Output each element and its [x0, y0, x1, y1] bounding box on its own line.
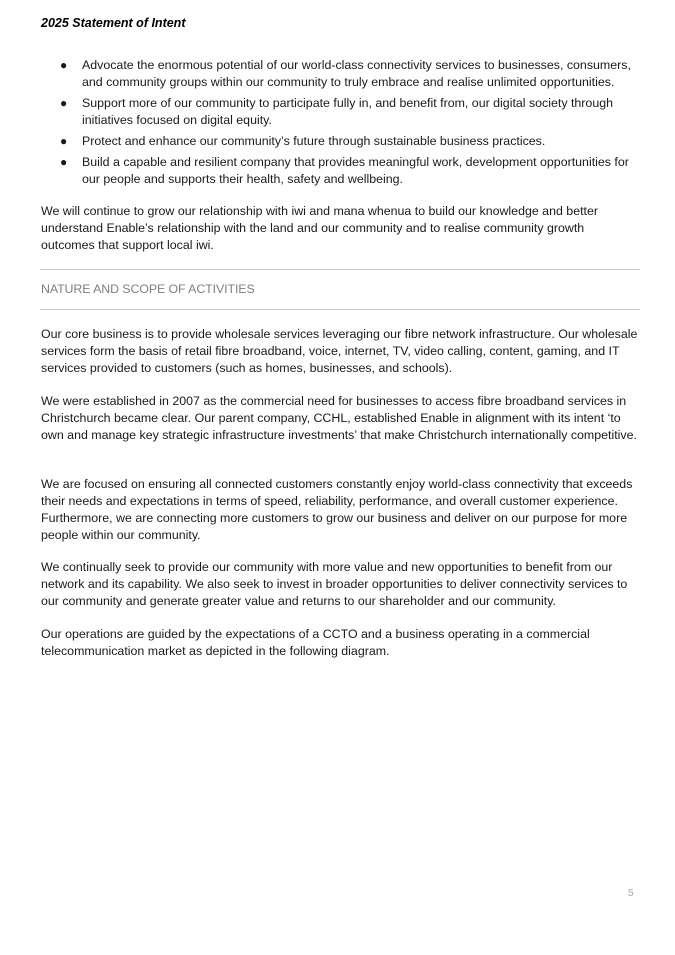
bullet-dot-icon: ● [60, 96, 68, 110]
body-paragraph: Our operations are guided by the expectations of a CCTO and a business operating in a commercial telecommunication market as depicted in the following diagram. [41, 627, 590, 658]
body-paragraph: Our core business is to provide wholesale services leveraging our fibre network infrastructure. Our wholesale services form the basis of retail fibre broadband, voice, internet, TV, video calling, content, gaming, and IT services provided to customers (such as homes, businesses, and schools). [41, 327, 638, 375]
bullet-item [41, 95, 641, 129]
section-heading: NATURE AND SCOPE OF ACTIVITIES [41, 282, 255, 296]
document-header-title: 2025 Statement of Intent [41, 16, 186, 30]
body-paragraph: We continually seek to provide our community with more value and new opportunities to benefit from our network and its capability. We also seek to invest in broader opportunities to deliver connectivity services to our community and generate greater value and returns to our shareholder and our community. [41, 560, 628, 608]
bullet-text: Build a capable and resilient company that provides meaningful work, development opportunities for our people and supports their health, safety and wellbeing. [82, 155, 629, 186]
bullet-item [41, 57, 641, 91]
objectives-bullet-list [41, 57, 641, 192]
iwi-relationship-paragraph: We will continue to grow our relationship with iwi and mana whenua to build our knowledge and better understand Enable’s relationship with the land and our community and to realise community growth outcomes that support local iwi. [41, 204, 598, 252]
bullet-dot-icon: ● [60, 134, 68, 148]
bullet-dot-icon: ● [60, 155, 68, 169]
page-number: 5 [628, 888, 634, 899]
bullet-item [41, 154, 641, 188]
bullet-text: Protect and enhance our community’s future through sustainable business practices. [82, 134, 546, 148]
bullet-item [41, 133, 641, 150]
body-paragraph: We were established in 2007 as the commercial need for businesses to access fibre broadband services in Christchurch became clear. Our parent company, CCHL, established Enable in alignment with its intent ‘to own and manage key strategic infrastructure investments’ that make Christchurch internationally competitive. [41, 394, 637, 442]
bullet-text: Support more of our community to participate fully in, and benefit from, our digital society through initiatives focused on digital equity. [82, 96, 614, 127]
section-divider-top [40, 269, 640, 270]
bullet-dot-icon: ● [60, 58, 68, 72]
body-paragraph: We are focused on ensuring all connected customers constantly enjoy world-class connectivity that exceeds their needs and expectations in terms of speed, reliability, performance, and overall customer experience. Furthermore, we are connecting more customers to grow our business and deliver on our purpose for more people within our community. [41, 477, 633, 542]
section-divider-bottom [40, 309, 640, 310]
bullet-text: Advocate the enormous potential of our world-class connectivity services to businesses, consumers, and community groups within our community to truly embrace and realise unlimited opportunities. [82, 58, 631, 89]
